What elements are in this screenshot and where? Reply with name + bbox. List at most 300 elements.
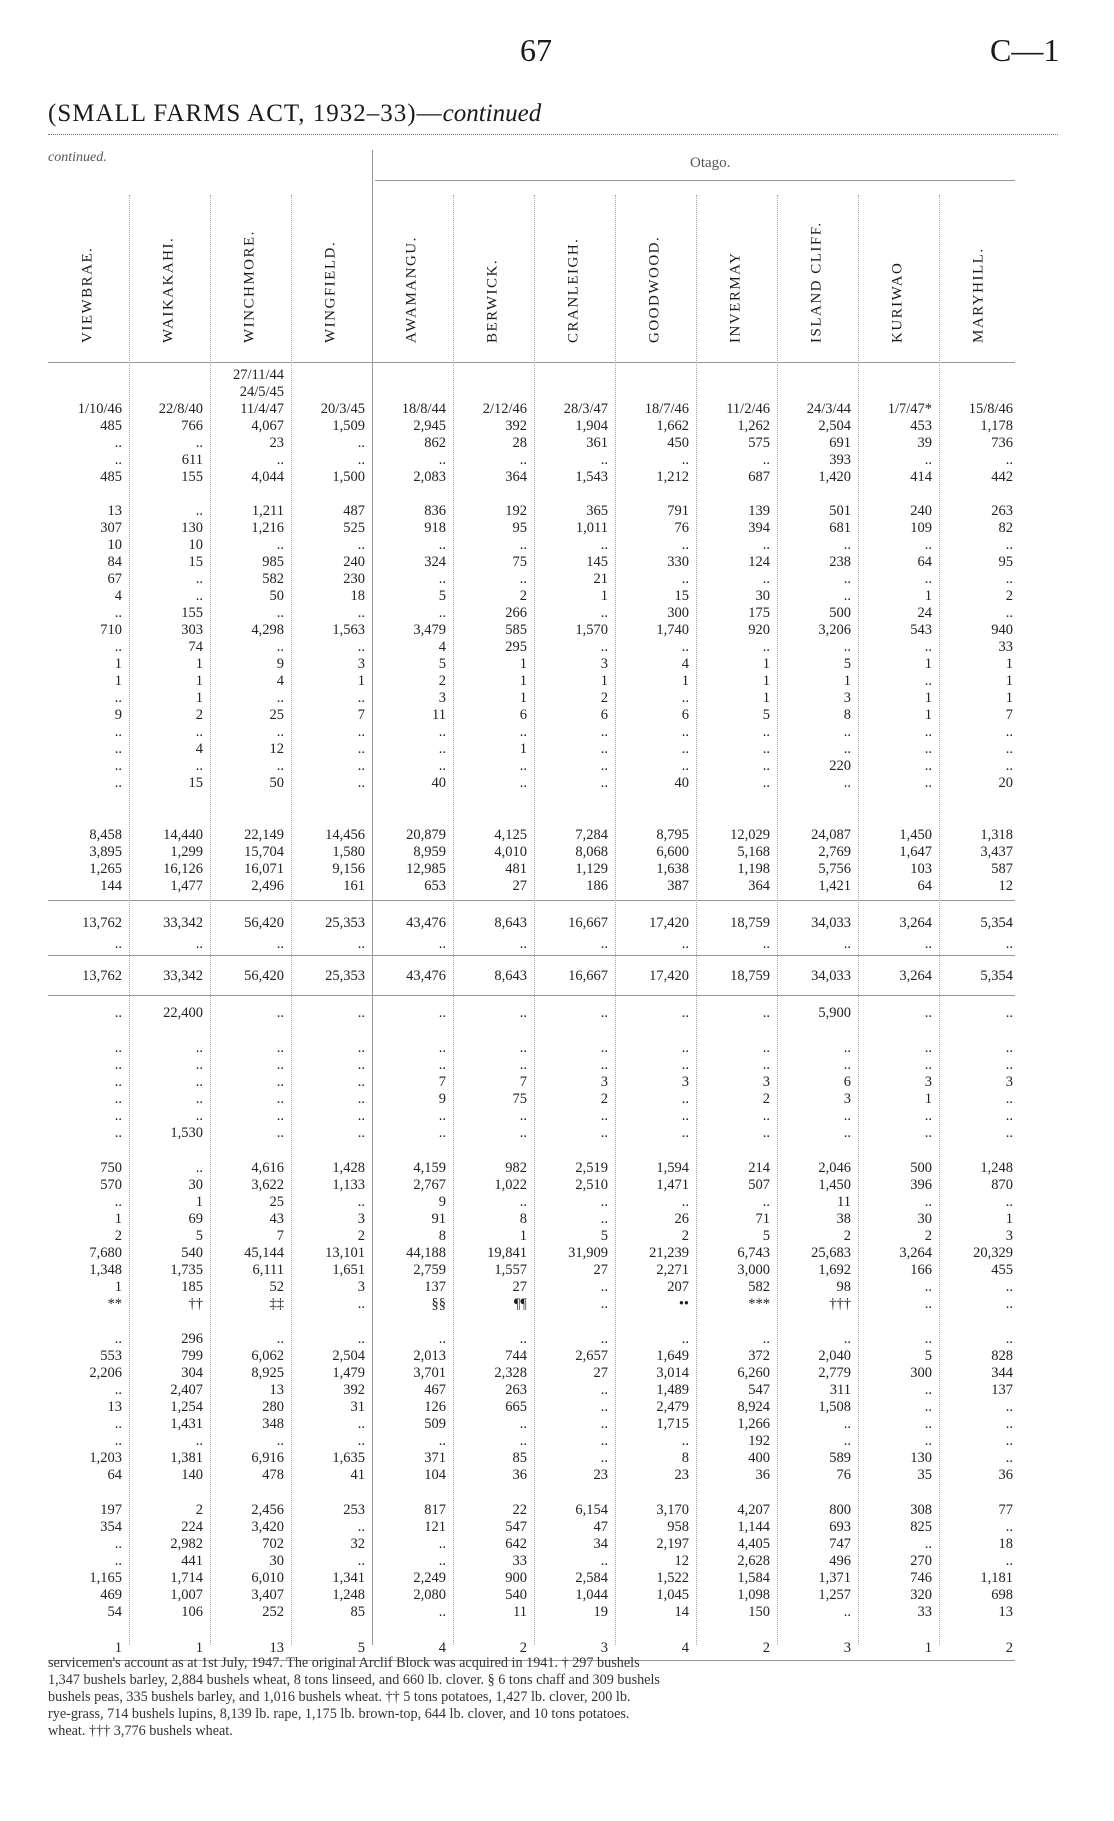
table-cell: 76 bbox=[836, 1467, 851, 1483]
table-cell: .. bbox=[114, 690, 122, 706]
table-cell: .. bbox=[276, 605, 284, 621]
table-cell: 1,299 bbox=[170, 844, 203, 860]
table-cell: 3,701 bbox=[413, 1365, 446, 1381]
table-cell: 525 bbox=[343, 520, 365, 536]
table-cell: 75 bbox=[512, 554, 527, 570]
column-separator bbox=[210, 195, 211, 1645]
table-cell: 36 bbox=[512, 1467, 527, 1483]
table-cell: .. bbox=[762, 775, 770, 791]
table-cell: 25 bbox=[269, 707, 284, 723]
table-cell: 4 bbox=[276, 673, 284, 689]
table-cell: .. bbox=[438, 452, 446, 468]
table-cell: 862 bbox=[424, 435, 446, 451]
table-cell: .. bbox=[843, 775, 851, 791]
table-cell: 3,407 bbox=[251, 1587, 284, 1603]
table-cell: .. bbox=[519, 1331, 527, 1347]
table-cell: .. bbox=[924, 1416, 932, 1432]
title-rule bbox=[48, 134, 1058, 135]
table-cell: .. bbox=[762, 741, 770, 757]
table-cell: 736 bbox=[991, 435, 1013, 451]
table-cell: 791 bbox=[667, 503, 689, 519]
table-cell: 1,133 bbox=[332, 1177, 365, 1193]
table-cell: 13,762 bbox=[82, 968, 122, 984]
table-cell: 585 bbox=[505, 622, 527, 638]
table-cell: .. bbox=[438, 571, 446, 587]
table-cell: .. bbox=[762, 571, 770, 587]
column-header bbox=[777, 190, 857, 360]
table-cell: .. bbox=[1005, 452, 1013, 468]
table-cell: 23 bbox=[593, 1467, 608, 1483]
table-cell: .. bbox=[114, 1005, 122, 1021]
table-cell: 348 bbox=[262, 1416, 284, 1432]
table-cell: 25,353 bbox=[325, 968, 365, 984]
table-cell: 799 bbox=[181, 1348, 203, 1364]
table-cell: 296 bbox=[181, 1331, 203, 1347]
table-cell: 22,149 bbox=[244, 827, 284, 843]
table-cell: .. bbox=[357, 1057, 365, 1073]
table-cell: 330 bbox=[667, 554, 689, 570]
table-cell: 3 bbox=[600, 1640, 608, 1656]
table-cell: 54 bbox=[107, 1604, 122, 1620]
table-cell: .. bbox=[924, 1399, 932, 1415]
table-cell: 1,450 bbox=[818, 1177, 851, 1193]
table-cell: 611 bbox=[181, 452, 203, 468]
table-cell: .. bbox=[438, 605, 446, 621]
table-cell: 12 bbox=[998, 878, 1013, 894]
table-cell: 22 bbox=[512, 1502, 527, 1518]
table-cell: 1,007 bbox=[170, 1587, 203, 1603]
table-cell: 34,033 bbox=[811, 915, 851, 931]
table-cell: 3 bbox=[438, 690, 446, 706]
table-cell: 485 bbox=[100, 469, 122, 485]
table-cell: .. bbox=[924, 775, 932, 791]
table-cell: 155 bbox=[181, 605, 203, 621]
column-header bbox=[48, 190, 128, 360]
table-cell: .. bbox=[924, 1296, 932, 1312]
table-cell: 9 bbox=[276, 656, 284, 672]
table-cell: .. bbox=[924, 724, 932, 740]
footnote-line: 1,347 bushels barley, 2,884 bushels wheat, 8 tons linseed, and 660 lb. clover. § 6 tons chaff and 309 bushels bbox=[48, 1672, 660, 1688]
table-cell: 220 bbox=[829, 758, 851, 774]
table-cell: 3 bbox=[357, 656, 365, 672]
table-cell: 371 bbox=[424, 1450, 446, 1466]
table-cell: 900 bbox=[505, 1570, 527, 1586]
table-cell: 17,420 bbox=[649, 915, 689, 931]
table-cell: 104 bbox=[424, 1467, 446, 1483]
table-cell: 15,704 bbox=[244, 844, 284, 860]
table-cell: 2,080 bbox=[413, 1587, 446, 1603]
table-cell: 47 bbox=[593, 1519, 608, 1535]
footnotes bbox=[48, 1655, 1008, 1740]
table-cell: .. bbox=[924, 1108, 932, 1124]
table-cell: .. bbox=[276, 1091, 284, 1107]
table-cell: 41 bbox=[350, 1467, 365, 1483]
table-cell: 18/7/46 bbox=[644, 401, 689, 417]
table-cell: 2,197 bbox=[656, 1536, 689, 1552]
table-cell: 7 bbox=[438, 1074, 446, 1090]
table-cell: 918 bbox=[424, 520, 446, 536]
table-cell: 1 bbox=[195, 656, 203, 672]
column-header bbox=[696, 190, 776, 360]
table-cell: 161 bbox=[343, 878, 365, 894]
table-cell: .. bbox=[438, 758, 446, 774]
table-cell: 8,643 bbox=[494, 968, 527, 984]
table-cell: 1,381 bbox=[170, 1450, 203, 1466]
table-cell: 547 bbox=[505, 1519, 527, 1535]
table-cell: 744 bbox=[505, 1348, 527, 1364]
table-cell: 85 bbox=[512, 1450, 527, 1466]
table-cell: .. bbox=[276, 724, 284, 740]
column-header-label: GOODWOOD. bbox=[646, 235, 663, 343]
table-cell: 1 bbox=[1005, 673, 1013, 689]
table-cell: 1,594 bbox=[656, 1160, 689, 1176]
table-cell: 2 bbox=[600, 1091, 608, 1107]
table-cell: 582 bbox=[748, 1279, 770, 1295]
table-cell: 414 bbox=[910, 469, 932, 485]
table-cell: .. bbox=[600, 1005, 608, 1021]
table-cell: 2 bbox=[1005, 1640, 1013, 1656]
table-cell: 1,181 bbox=[980, 1570, 1013, 1586]
table-cell: .. bbox=[357, 1091, 365, 1107]
column-header bbox=[291, 190, 371, 360]
table-cell: 263 bbox=[505, 1382, 527, 1398]
table-cell: .. bbox=[195, 1040, 203, 1056]
table-cell: .. bbox=[114, 724, 122, 740]
table-cell: .. bbox=[600, 605, 608, 621]
table-cell: 496 bbox=[829, 1553, 851, 1569]
table-cell: 1,421 bbox=[818, 878, 851, 894]
table-cell: 3,264 bbox=[899, 968, 932, 984]
table-cell: 6 bbox=[843, 1074, 851, 1090]
table-cell: .. bbox=[276, 1074, 284, 1090]
table-cell: 26 bbox=[674, 1211, 689, 1227]
table-cell: .. bbox=[276, 936, 284, 952]
table-cell: 56,420 bbox=[244, 968, 284, 984]
table-cell: .. bbox=[357, 452, 365, 468]
table-cell: 5 bbox=[195, 1228, 203, 1244]
table-cell: 702 bbox=[262, 1536, 284, 1552]
table-cell: 1 bbox=[195, 673, 203, 689]
table-cell: 5,900 bbox=[818, 1005, 851, 1021]
table-cell: 16,071 bbox=[244, 861, 284, 877]
table-cell: .. bbox=[1005, 741, 1013, 757]
table-cell: 750 bbox=[100, 1160, 122, 1176]
table-cell: 1 bbox=[519, 673, 527, 689]
table-cell: .. bbox=[1005, 1416, 1013, 1432]
table-cell: 230 bbox=[343, 571, 365, 587]
table-cell: 36 bbox=[755, 1467, 770, 1483]
table-cell: 207 bbox=[667, 1279, 689, 1295]
table-cell: 109 bbox=[910, 520, 932, 536]
table-cell: .. bbox=[762, 1005, 770, 1021]
table-cell: 1,714 bbox=[170, 1570, 203, 1586]
table-cell: 145 bbox=[586, 554, 608, 570]
table-cell: 19 bbox=[593, 1604, 608, 1620]
table-cell: 1,477 bbox=[170, 878, 203, 894]
column-header bbox=[858, 190, 938, 360]
table-cell: 8 bbox=[843, 707, 851, 723]
table-cell: 400 bbox=[748, 1450, 770, 1466]
table-cell: 392 bbox=[505, 418, 527, 434]
table-cell: 25,683 bbox=[811, 1245, 851, 1261]
table-cell: 18,759 bbox=[730, 968, 770, 984]
table-cell: .. bbox=[438, 724, 446, 740]
table-cell: 687 bbox=[748, 469, 770, 485]
table-cell: .. bbox=[195, 435, 203, 451]
region-rule bbox=[375, 180, 1015, 181]
table-cell: .. bbox=[681, 1005, 689, 1021]
table-cell: 13 bbox=[269, 1640, 284, 1656]
table-cell: 1,543 bbox=[575, 469, 608, 485]
table-cell: .. bbox=[357, 1125, 365, 1141]
table-cell: 2,504 bbox=[332, 1348, 365, 1364]
table-cell: 14,456 bbox=[325, 827, 365, 843]
table-cell: 1,045 bbox=[656, 1587, 689, 1603]
table-cell: .. bbox=[1005, 936, 1013, 952]
table-cell: 1,557 bbox=[494, 1262, 527, 1278]
table-cell: .. bbox=[600, 1108, 608, 1124]
table-cell: .. bbox=[681, 1125, 689, 1141]
table-cell: 2,407 bbox=[170, 1382, 203, 1398]
table-cell: .. bbox=[114, 936, 122, 952]
table-cell: 16,667 bbox=[568, 968, 608, 984]
table-cell: .. bbox=[357, 639, 365, 655]
table-cell: 825 bbox=[910, 1519, 932, 1535]
table-cell: 1,198 bbox=[737, 861, 770, 877]
table-cell: .. bbox=[114, 1331, 122, 1347]
table-cell: 5,354 bbox=[980, 968, 1013, 984]
table-cell: .. bbox=[924, 1040, 932, 1056]
table-cell: 300 bbox=[910, 1365, 932, 1381]
table-cell: 1,500 bbox=[332, 469, 365, 485]
table-cell: 12,985 bbox=[406, 861, 446, 877]
table-cell: 693 bbox=[829, 1519, 851, 1535]
table-cell: 175 bbox=[748, 605, 770, 621]
table-cell: 1 bbox=[1005, 656, 1013, 672]
table-cell: 82 bbox=[998, 520, 1013, 536]
table-cell: .. bbox=[357, 435, 365, 451]
table-cell: .. bbox=[843, 588, 851, 604]
column-header bbox=[210, 190, 290, 360]
table-cell: 43,476 bbox=[406, 915, 446, 931]
table-cell: .. bbox=[762, 936, 770, 952]
table-cell: .. bbox=[1005, 1194, 1013, 1210]
table-cell: 3 bbox=[843, 1091, 851, 1107]
column-separator bbox=[534, 195, 535, 1645]
table-cell: 11/4/47 bbox=[240, 401, 284, 417]
table-cell: .. bbox=[114, 1536, 122, 1552]
table-cell: 280 bbox=[262, 1399, 284, 1415]
table-cell: .. bbox=[276, 1331, 284, 1347]
table-cell: .. bbox=[357, 537, 365, 553]
table-cell: .. bbox=[276, 639, 284, 655]
table-cell: 36 bbox=[998, 1467, 1013, 1483]
page-title bbox=[48, 100, 541, 128]
table-cell: 266 bbox=[505, 605, 527, 621]
table-cell: .. bbox=[600, 1553, 608, 1569]
table-cell: 441 bbox=[181, 1553, 203, 1569]
table-cell: .. bbox=[1005, 1331, 1013, 1347]
table-cell: 1,022 bbox=[494, 1177, 527, 1193]
table-cell: 1 bbox=[195, 1194, 203, 1210]
table-cell: 501 bbox=[829, 503, 851, 519]
table-cell: 4,010 bbox=[494, 844, 527, 860]
table-cell: .. bbox=[519, 1125, 527, 1141]
table-cell: 920 bbox=[748, 622, 770, 638]
table-cell: 1,692 bbox=[818, 1262, 851, 1278]
table-cell: 10 bbox=[188, 537, 203, 553]
table-cell: 836 bbox=[424, 503, 446, 519]
table-cell: .. bbox=[600, 1296, 608, 1312]
table-cell: 3,895 bbox=[89, 844, 122, 860]
table-cell: 1,647 bbox=[899, 844, 932, 860]
table-cell: .. bbox=[924, 758, 932, 774]
table-cell: .. bbox=[600, 1331, 608, 1347]
page-reference: C—1 bbox=[990, 32, 1060, 68]
table-cell: 20,879 bbox=[406, 827, 446, 843]
table-cell: 1,165 bbox=[89, 1570, 122, 1586]
continued-label: continued. bbox=[48, 150, 107, 165]
table-cell: .. bbox=[438, 936, 446, 952]
page-title-main: (SMALL FARMS ACT, 1932–33)— bbox=[48, 100, 443, 127]
page-title-tail: continued bbox=[442, 100, 542, 127]
table-cell: .. bbox=[681, 1057, 689, 1073]
table-cell: .. bbox=[681, 758, 689, 774]
table-cell: 2,769 bbox=[818, 844, 851, 860]
table-cell: 4,405 bbox=[737, 1536, 770, 1552]
table-cell: 589 bbox=[829, 1450, 851, 1466]
table-cell: .. bbox=[276, 1433, 284, 1449]
table-cell: 455 bbox=[991, 1262, 1013, 1278]
table-cell: .. bbox=[1005, 1125, 1013, 1141]
table-cell: 2,628 bbox=[737, 1553, 770, 1569]
table-cell: 71 bbox=[755, 1211, 770, 1227]
table-cell: 6 bbox=[600, 707, 608, 723]
table-cell: 11 bbox=[837, 1194, 851, 1210]
table-cell: .. bbox=[762, 1125, 770, 1141]
table-cell: .. bbox=[681, 690, 689, 706]
table-cell: 311 bbox=[829, 1382, 851, 1398]
table-cell: .. bbox=[438, 1553, 446, 1569]
table-cell: .. bbox=[438, 1005, 446, 1021]
table-cell: 8 bbox=[519, 1211, 527, 1227]
table-cell: .. bbox=[600, 741, 608, 757]
table-cell: 3,622 bbox=[251, 1177, 284, 1193]
table-cell: .. bbox=[114, 758, 122, 774]
table-cell: 304 bbox=[181, 1365, 203, 1381]
table-cell: 2,046 bbox=[818, 1160, 851, 1176]
table-cell: 1/10/46 bbox=[77, 401, 122, 417]
table-cell: 263 bbox=[991, 503, 1013, 519]
table-cell: 1 bbox=[600, 673, 608, 689]
table-cell: .. bbox=[114, 1074, 122, 1090]
table-cell: 13 bbox=[107, 503, 122, 519]
column-header-label: MARYHILL. bbox=[970, 247, 987, 343]
table-cell: .. bbox=[924, 1005, 932, 1021]
table-cell: .. bbox=[276, 1108, 284, 1124]
table-cell: .. bbox=[195, 724, 203, 740]
table-cell: 2,584 bbox=[575, 1570, 608, 1586]
table-cell: .. bbox=[600, 1416, 608, 1432]
table-cell: 24 bbox=[917, 605, 932, 621]
table-cell: 2,206 bbox=[89, 1365, 122, 1381]
table-cell: .. bbox=[1005, 571, 1013, 587]
table-cell: .. bbox=[924, 1194, 932, 1210]
table-cell: 469 bbox=[100, 1587, 122, 1603]
column-header-label: INVERMAY bbox=[727, 251, 744, 343]
table-cell: 197 bbox=[100, 1502, 122, 1518]
table-cell: 1,530 bbox=[170, 1125, 203, 1141]
table-cell: 553 bbox=[100, 1348, 122, 1364]
table-cell: 2,496 bbox=[251, 878, 284, 894]
table-cell: 2,657 bbox=[575, 1348, 608, 1364]
table-cell: 8,925 bbox=[251, 1365, 284, 1381]
table-cell: .. bbox=[357, 724, 365, 740]
table-cell: 238 bbox=[829, 554, 851, 570]
table-cell: 2 bbox=[519, 1640, 527, 1656]
table-cell: .. bbox=[1005, 1091, 1013, 1107]
table-cell: 1 bbox=[114, 1211, 122, 1227]
table-cell: 35 bbox=[917, 1467, 932, 1483]
column-separator bbox=[615, 195, 616, 1645]
table-cell: 13 bbox=[107, 1399, 122, 1415]
table-cell: 2,767 bbox=[413, 1177, 446, 1193]
column-header-label: WINGFIELD. bbox=[322, 240, 339, 343]
table-cell: 4 bbox=[681, 1640, 689, 1656]
total-rule bbox=[48, 955, 1015, 956]
table-cell: .. bbox=[600, 1057, 608, 1073]
table-cell: 2,510 bbox=[575, 1177, 608, 1193]
table-cell: 364 bbox=[748, 878, 770, 894]
table-cell: 5,168 bbox=[737, 844, 770, 860]
table-cell: 17,420 bbox=[649, 968, 689, 984]
table-cell: .. bbox=[924, 1057, 932, 1073]
table-cell: 30 bbox=[269, 1553, 284, 1569]
table-cell: .. bbox=[114, 1382, 122, 1398]
table-cell: 27 bbox=[593, 1262, 608, 1278]
table-cell: 1 bbox=[924, 707, 932, 723]
table-cell: *** bbox=[748, 1296, 770, 1312]
table-cell: 1 bbox=[924, 588, 932, 604]
table-cell: .. bbox=[519, 571, 527, 587]
table-cell: .. bbox=[762, 1194, 770, 1210]
table-cell: 5,354 bbox=[980, 915, 1013, 931]
table-cell: 7 bbox=[519, 1074, 527, 1090]
table-cell: .. bbox=[276, 1125, 284, 1141]
table-cell: 252 bbox=[262, 1604, 284, 1620]
table-cell: 1,348 bbox=[89, 1262, 122, 1278]
table-cell: .. bbox=[195, 571, 203, 587]
table-cell: 5 bbox=[438, 588, 446, 604]
table-cell: .. bbox=[843, 1604, 851, 1620]
table-cell: 12,029 bbox=[730, 827, 770, 843]
subtotal-rule bbox=[48, 900, 1015, 901]
header-rule bbox=[48, 362, 1015, 363]
table-cell: 1 bbox=[114, 1279, 122, 1295]
table-cell: 33,342 bbox=[163, 968, 203, 984]
column-header-label: WINCHMORE. bbox=[241, 230, 258, 343]
table-cell: .. bbox=[1005, 1553, 1013, 1569]
table-cell: .. bbox=[762, 1108, 770, 1124]
table-cell: .. bbox=[114, 1433, 122, 1449]
table-cell: 5 bbox=[843, 656, 851, 672]
table-cell: 2 bbox=[762, 1640, 770, 1656]
table-cell: 3,014 bbox=[656, 1365, 689, 1381]
table-cell: .. bbox=[762, 1057, 770, 1073]
table-cell: 5 bbox=[924, 1348, 932, 1364]
table-cell: 9 bbox=[438, 1194, 446, 1210]
table-cell: 18 bbox=[998, 1536, 1013, 1552]
